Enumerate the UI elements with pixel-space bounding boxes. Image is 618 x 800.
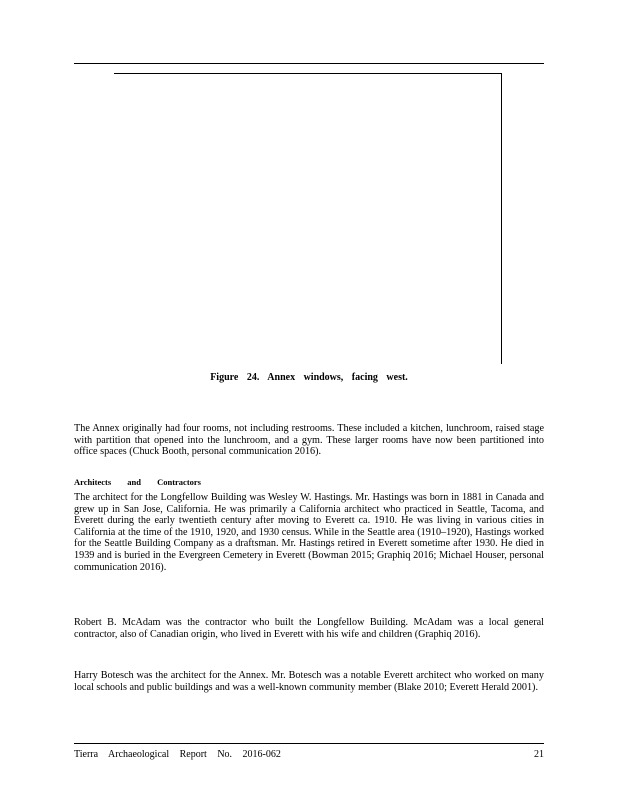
footer-rule [74, 743, 544, 744]
paragraph-annex-architect: Harry Botesch was the architect for the Annex. Mr. Botesch was a notable Everett architect who worked on many local schools and public buildings and was a well-known community member (Blake 2010; Everett Herald 2001). [74, 670, 544, 693]
footer-page-number: 21 [534, 749, 544, 760]
paragraph-contractor: Robert B. McAdam was the contractor who built the Longfellow Building. McAdam was a local general contractor, also of Canadian origin, who lived in Everett with his wife and children (Graphiq 2016). [74, 617, 544, 640]
section-heading: Architects and Contractors [74, 477, 201, 487]
figure-caption: Figure 24. Annex windows, facing west. [210, 372, 408, 383]
header-rule [74, 63, 544, 64]
paragraph-annex-rooms: The Annex originally had four rooms, not including restrooms. These included a kitchen, lunchroom, raised stage with partition that opened into the lunchroom, and a gym. These larger rooms have now been partitioned into office spaces (Chuck Booth, personal communication 2016). [74, 423, 544, 458]
footer-report-title: Tierra Archaeological Report No. 2016-062 [74, 749, 281, 760]
paragraph-architect: The architect for the Longfellow Building was Wesley W. Hastings. Mr. Hastings was born in 1881 in Canada and grew up in San Jose, California. He was primarily a California architect who practiced in Seattle, Tacoma, and Everett during the early twentieth century after moving to Everett ca. 1910. He was living in various cities in California at the time of the 1910, 1920, and 1930 census. While in the Seattle area (1910–1920), Hastings worked for the Seattle Building Company as a draftsman. Mr. Hastings retired in Everett sometime after 1930. He died in 1939 and is buried in the Evergreen Cemetery in Everett (Bowman 2015; Graphiq 2016; Michael Houser, personal communication 2016). [74, 492, 544, 573]
figure-photo [114, 73, 502, 364]
